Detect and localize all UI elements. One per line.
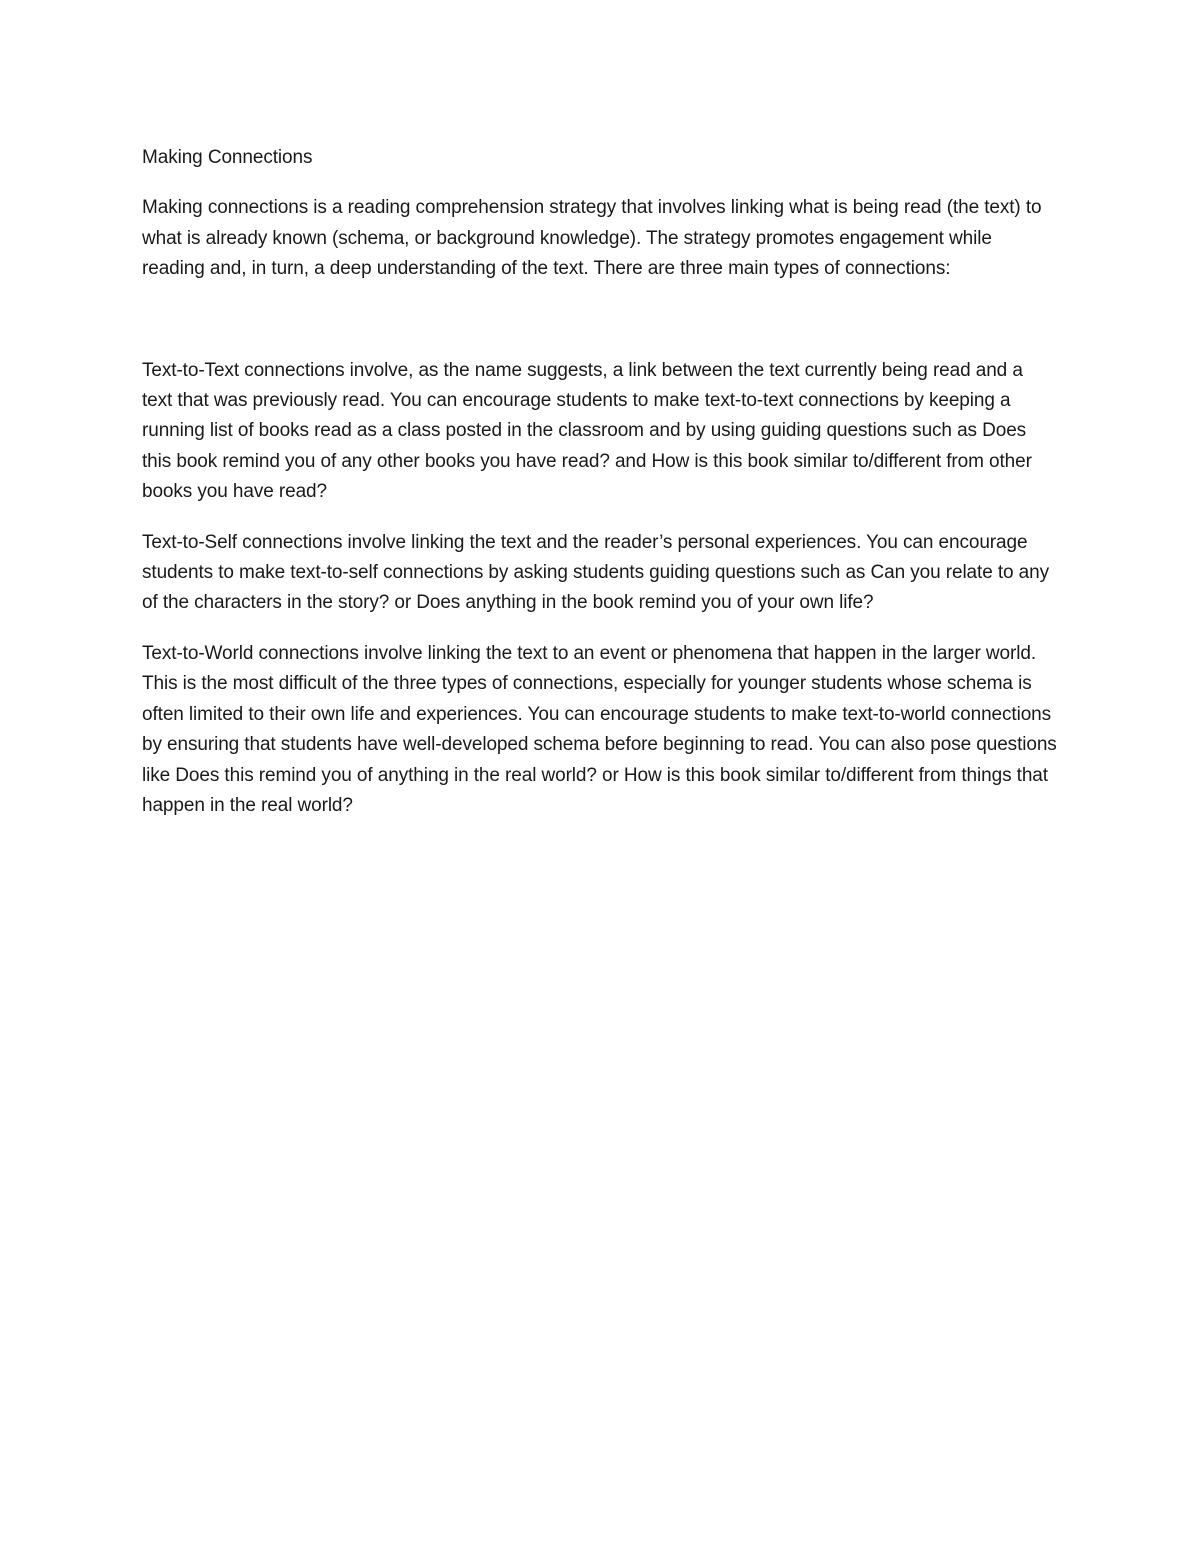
intro-paragraph: Making connections is a reading comprehension strategy that involves linking what is being read (the text) to what is already known (schema, or background knowledge). The strategy promotes engagement while reading and, in turn, a deep understanding of the text. There are three main types of connections:	[142, 197, 1042, 280]
text-to-self-paragraph: Text-to-Self connections involve linking the text and the reader’s personal experiences. You can encourage students to make text-to-self connections by asking students guiding questions such as Can you relate to any of the characters in the story? or Does anything in the book remind you of your own life?	[142, 531, 1050, 614]
document-title: Making Connections	[142, 147, 313, 168]
text-to-world-paragraph: Text-to-World connections involve linking the text to an event or phenomena that happen in the larger world. This is the most difficult of the three types of connections, especially for younger students whose schema is often limited to their own life and experiences. You can encourage students to make text-to-world connections by ensuring that students have well-developed schema before beginning to read. You can also pose questions like Does this remind you of anything in the real world? or How is this book similar to/different from things that happen in the real world?	[142, 642, 1057, 816]
document-body	[142, 143, 1057, 841]
text-to-text-paragraph: Text-to-Text connections involve, as the name suggests, a link between the text currently being read and a text that was previously read. You can encourage students to make text-to-text connections by keeping a running list of books read as a class posted in the classroom and by using guiding questions such as Does this book remind you of any other books you have read? and How is this book similar to/different from other books you have read?	[142, 359, 1032, 503]
